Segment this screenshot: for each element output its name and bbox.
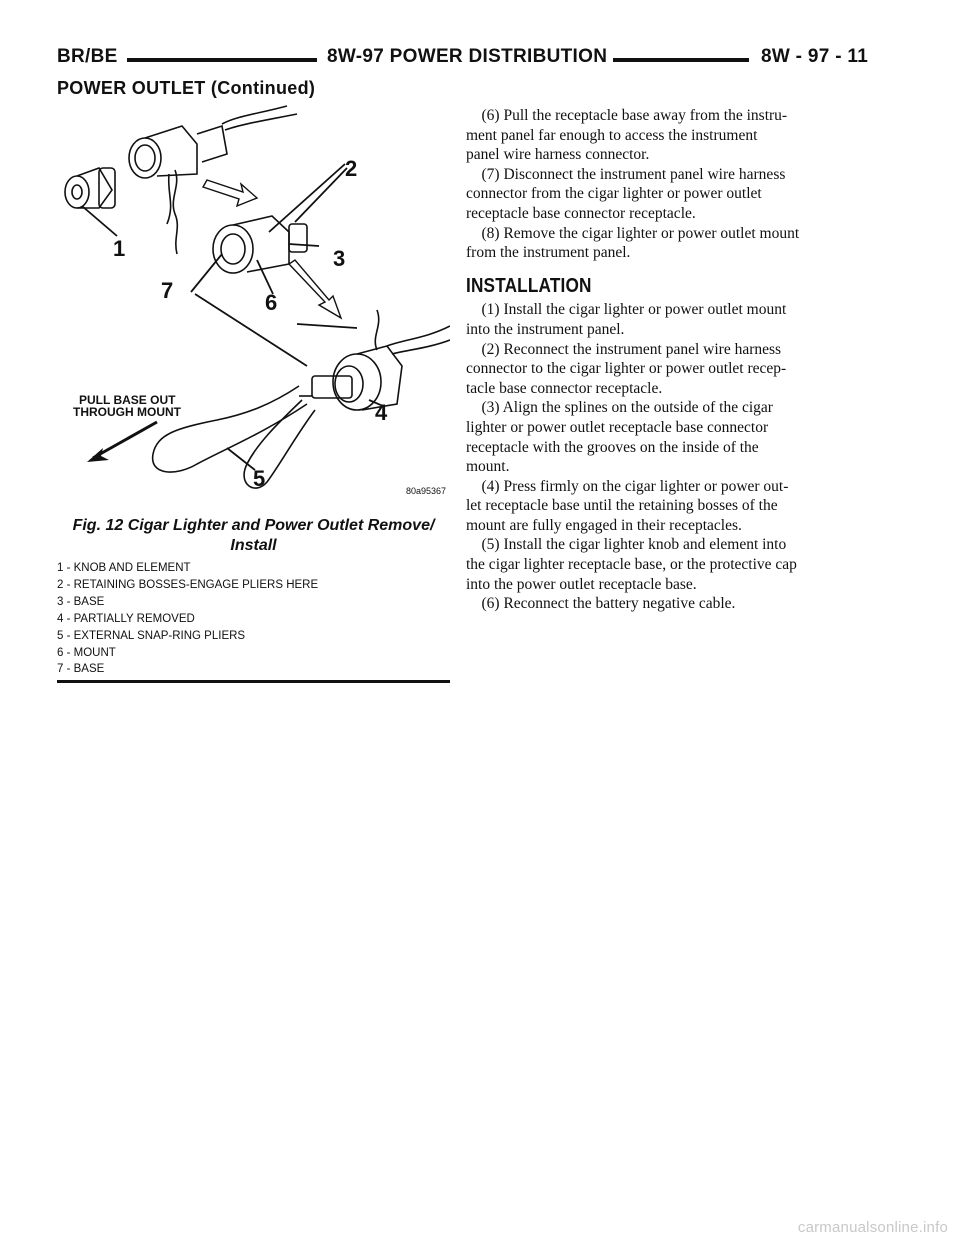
- header-page-number: 8W - 97 - 11: [755, 46, 868, 68]
- callout-number-3: 3: [333, 246, 346, 271]
- header-vehicle-code: BR/BE: [57, 46, 124, 68]
- figure-illustration: [57, 104, 450, 504]
- figure-caption-line1: Fig. 12 Cigar Lighter and Power Outlet Remove/: [72, 517, 435, 534]
- legend-item: 2 - RETAINING BOSSES-ENGAGE PLIERS HERE: [57, 578, 319, 591]
- legend-item: 3 - BASE: [57, 595, 105, 608]
- text-line: into the instrument panel.: [466, 320, 625, 338]
- callout-number-2: 2: [345, 156, 358, 181]
- figure-caption-line2: Install: [230, 537, 277, 554]
- text-line: connector to the cigar lighter or power outlet recep-: [466, 360, 787, 378]
- text-line: receptacle base connector receptacle.: [466, 204, 696, 222]
- callout-number-7: 7: [161, 278, 174, 303]
- text-line: let receptacle base until the retaining bosses of the: [466, 497, 778, 515]
- callout-number-5: 5: [253, 466, 266, 491]
- text-line: mount.: [466, 458, 510, 476]
- text-line: into the power outlet receptacle base.: [466, 575, 697, 593]
- header-rule-left: [127, 58, 317, 62]
- text-line: (2) Reconnect the instrument panel wire harness: [481, 340, 782, 358]
- text-line: (6) Reconnect the battery negative cable.: [481, 595, 736, 613]
- text-line: mount are fully engaged in their receptacles.: [466, 516, 742, 534]
- installation-heading: INSTALLATION: [466, 274, 592, 297]
- text-line: (5) Install the cigar lighter knob and element into: [481, 536, 787, 554]
- figure-bottom-rule: [57, 680, 450, 683]
- text-line: (3) Align the splines on the outside of the cigar: [481, 399, 773, 417]
- header-section-name: 8W-97 POWER DISTRIBUTION: [321, 46, 613, 68]
- text-line: (1) Install the cigar lighter or power outlet mount: [481, 301, 787, 319]
- text-line: connector from the cigar lighter or power outlet: [466, 185, 762, 203]
- legend-item: 4 - PARTIALLY REMOVED: [57, 612, 195, 625]
- callout-text-line2: THROUGH MOUNT: [73, 405, 181, 419]
- figure-legend: [57, 560, 450, 678]
- text-line: receptacle with the grooves on the inside of the: [466, 438, 759, 456]
- text-line: tacle base connector receptacle.: [466, 379, 663, 397]
- text-line: panel wire harness connector.: [466, 146, 650, 164]
- text-line: (6) Pull the receptacle base away from the instru-: [481, 107, 788, 124]
- legend-item: 5 - EXTERNAL SNAP-RING PLIERS: [57, 629, 246, 642]
- legend-item: 1 - KNOB AND ELEMENT: [57, 562, 191, 574]
- callout-text-line1: PULL BASE OUT: [79, 393, 176, 407]
- figure-id-code: 80a95367: [406, 486, 447, 496]
- figure-caption: [57, 516, 450, 556]
- text-line: (8) Remove the cigar lighter or power outlet mount: [481, 224, 800, 242]
- text-line: ment panel far enough to access the instrument: [466, 126, 758, 144]
- callout-number-4: 4: [375, 400, 388, 425]
- section-title: POWER OUTLET (Continued): [57, 78, 316, 98]
- watermark: carmanualsonline.info: [797, 1219, 948, 1236]
- legend-item: 6 - MOUNT: [57, 646, 116, 659]
- running-header: [57, 44, 872, 74]
- text-line: (7) Disconnect the instrument panel wire harness: [481, 165, 786, 183]
- legend-item: 7 - BASE: [57, 663, 105, 676]
- text-line: from the instrument panel.: [466, 244, 631, 262]
- text-line: (4) Press firmly on the cigar lighter or power out-: [481, 477, 789, 495]
- text-line: lighter or power outlet receptacle base connector: [466, 418, 769, 436]
- callout-number-1: 1: [113, 236, 126, 261]
- callout-number-6: 6: [265, 290, 278, 315]
- text-line: the cigar lighter receptacle base, or the protective cap: [466, 556, 797, 574]
- body-text-column: [466, 106, 876, 614]
